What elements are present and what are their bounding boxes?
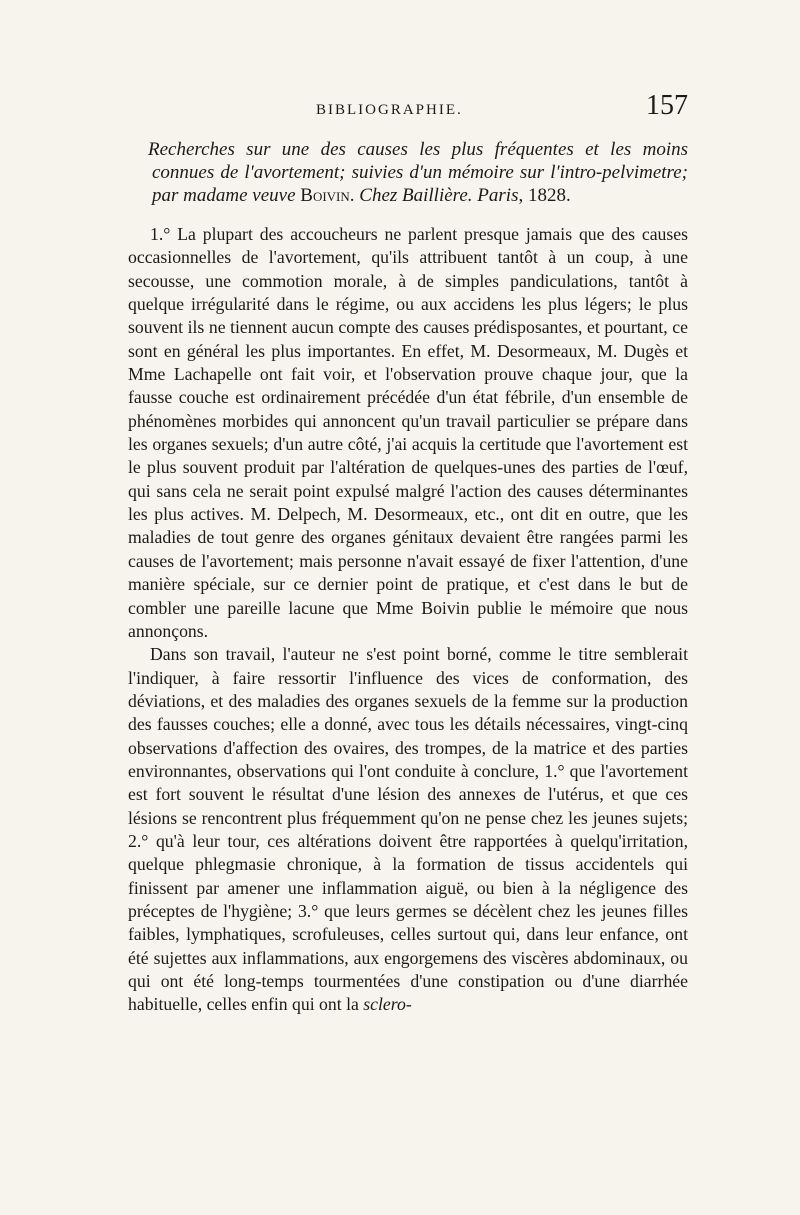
running-title: BIBLIOGRAPHIE. [316, 102, 463, 118]
book-page [128, 92, 688, 1017]
paragraph-2-text: Dans son travail, l'auteur ne s'est point borné, comme le titre semblerait l'indiquer, à faire ressortir l'influence des vices de conformation, des déviations, et des maladies des organes sexuels de la femme sur la production des fausses couches; elle a donné, avec tous les détails nécessaires, vingt-cinq observations d'affection des ovaires, des trompes, de la matrice et des parties environnantes, observations qui l'ont conduite à conclure, 1.° que l'avortement est fort souvent le résultat d'une lésion des annexes de l'utérus, et que ces lésions se rencontrent plus fréquemment qu'on ne pense chez les jeunes sujets; 2.° qu'à leur tour, ces altérations doivent être rapportées à quelqu'irritation, quelque phlegmasie chronique, à la formation de tissus accidentels qui finissent par amener une inflammation aiguë, ou bien à la négligence des préceptes de l'hygiène; 3.° que leurs germes se décèlent chez les jeunes filles faibles, lymphatiques, scrofuleuses, celles surtout qui, dans leur enfance, ont été sujettes aux inflammations, aux engorgemens des viscères abdominaux, ou qui ont été long-temps tourmentées d'une constipation ou d'une diarrhée habituelle, celles enfin qui ont la [128, 644, 688, 1015]
title-separator: . [349, 185, 360, 206]
author-name: Boivin [300, 185, 350, 206]
paragraph-1: 1.° La plupart des accoucheurs ne parlent presque jamais que des causes occasionnelles de l'avortement, qu'ils attribuent tantôt à un coup, à une secousse, une commotion morale, à de simples pandiculations, tantôt à quelque irrégularité dans le régime, ou aux accidens les plus légers; le plus souvent ils ne tiennent aucun compte des causes prédisposantes, et pourtant, ce sont en général les plus importantes. En effet, M. Desormeaux, M. Dugès et Mme Lachapelle ont fait voir, et l'observation prouve chaque jour, que la fausse couche est ordinairement précédée d'un état fébrile, d'un ensemble de phénomènes morbides qui annoncent qu'un travail particulier se prépare dans les organes sexuels; d'un autre côté, j'ai acquis la certitude que l'avortement est le plus souvent produit par l'altération de quelques-unes des parties de l'œuf, qui sans cela ne serait point expulsé malgré l'action des causes déterminantes les plus actives. M. Delpech, M. Desormeaux, etc., ont dit en outre, que les maladies de tout genre des organes génitaux devaient être rangées parmi les causes de l'avortement; mais personne n'avait essayé de fixer l'attention, d'une manière spéciale, sur ce dernier point de pratique, et c'est dans le but de combler une pareille lacune que Mme Boivin publie le mémoire que nous annonçons. [128, 224, 688, 641]
title-text: Recherches sur une des causes les plus fréquentes et les moins connues de l'avortement; suivies d'un mémoire sur l'intro-pelvimetre; par madame veuve [148, 139, 688, 206]
page-number: 157 [646, 90, 688, 121]
publisher-line: Chez Baillière. Paris [359, 185, 519, 206]
running-head [128, 92, 688, 128]
publication-date: , 1828. [518, 185, 571, 206]
section-spacer [128, 207, 688, 223]
paragraph-2 [128, 643, 688, 1017]
work-title [128, 138, 688, 207]
hyphenated-last-word: sclero- [363, 994, 412, 1015]
